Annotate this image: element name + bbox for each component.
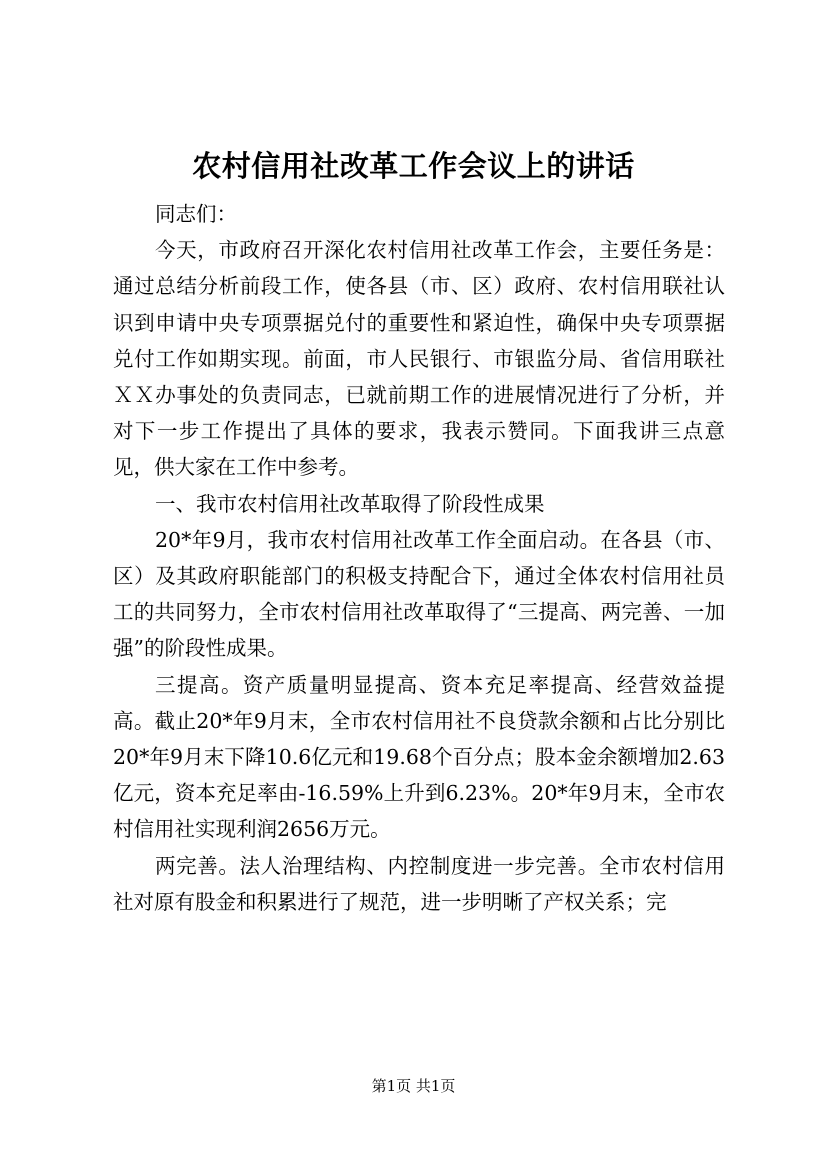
page-footer: 第1页 共1页 [371, 1077, 456, 1095]
paragraph-two-perfections: 两完善。法人治理结构、内控制度进一步完善。全市农村信用社对原有股金和积累进行了规范，进一步明晰了产权关系；完 [113, 853, 725, 914]
paragraph-three-improvements: 三提高。资产质量明显提高、资本充足率提高、经营效益提高。截止20*年9月末，全市农村信用社不良贷款余额和占比分别比20*年9月末下降10.6亿元和19.68个百分点；股本金余额增加2.63亿元，资本充足率由-16.59%上升到6.23%。20*年9月末，全市农村信用社实现利润2656万元。 [113, 672, 725, 842]
paragraph-intro: 今天，市政府召开深化农村信用社改革工作会，主要任务是：通过总结分析前段工作，使各县（市、区）政府、农村信用联社认识到申请中央专项票据兑付的重要性和紧迫性，确保中央专项票据兑付工作如期实现。前面，市人民银行、市银监分局、省信用联社ＸＸ办事处的负责同志，已就前期工作的进展情况进行了分析，并对下一步工作提出了具体的要求，我表示赞同。下面我讲三点意见，供大家在工作中参考。 [113, 238, 725, 480]
document-title: 农村信用社改革工作会议上的讲话 [192, 149, 635, 183]
paragraph-reform-start: 20*年9月，我市农村信用社改革工作全面启动。在各县（市、区）及其政府职能部门的积极支持配合下，通过全体农村信用社员工的共同努力，全市农村信用社改革取得了“三提高、两完善、一加强”的阶段性成果。 [113, 527, 725, 661]
section-heading-1: 一、我市农村信用社改革取得了阶段性成果 [155, 491, 545, 516]
salutation: 同志们： [155, 202, 238, 226]
document-body [113, 196, 725, 920]
